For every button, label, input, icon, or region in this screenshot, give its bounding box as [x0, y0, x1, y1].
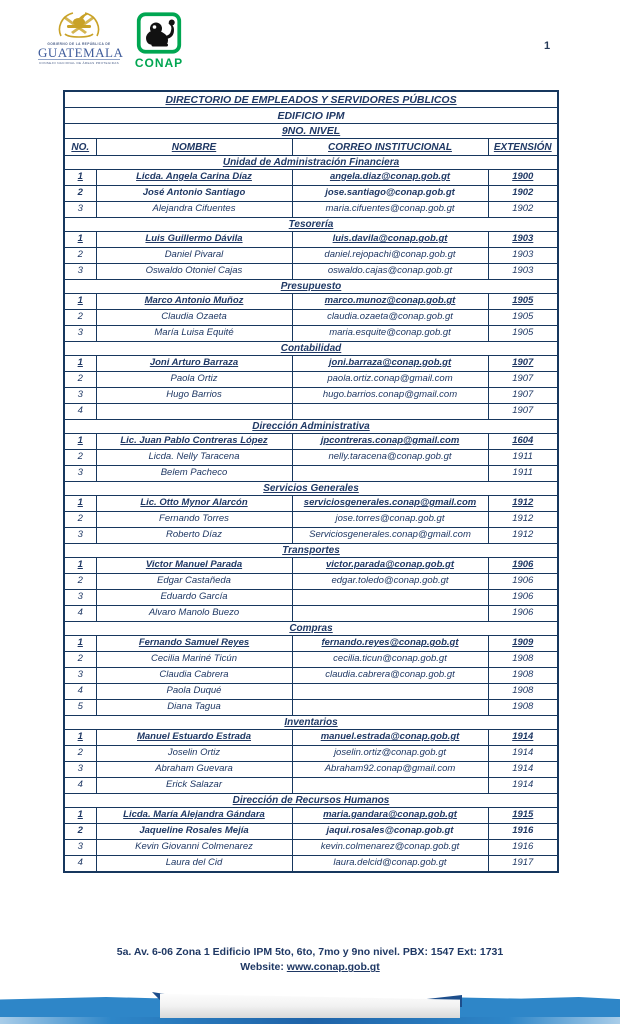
row-no: 1 [64, 232, 96, 248]
page-header [38, 8, 186, 69]
table-row [64, 762, 558, 778]
ribbon-blue-right [455, 997, 620, 1018]
row-extension: 1911 [488, 466, 558, 482]
section-title: Dirección Administrativa [64, 420, 558, 434]
row-no: 2 [64, 186, 96, 202]
row-nombre: Claudia Ozaeta [96, 310, 292, 326]
row-extension: 1902 [488, 186, 558, 202]
guatemala-logo [38, 8, 124, 65]
directory-table [63, 90, 559, 873]
table-row [64, 528, 558, 544]
row-no: 4 [64, 778, 96, 794]
section-header-row [64, 280, 558, 294]
table-title-row [64, 91, 558, 108]
row-extension: 1916 [488, 840, 558, 856]
row-extension: 1912 [488, 528, 558, 544]
row-nombre: Alvaro Manolo Buezo [96, 606, 292, 622]
row-correo[interactable]: luis.davila@conap.gob.gt [292, 232, 488, 248]
row-extension: 1914 [488, 762, 558, 778]
ribbon-white-band [160, 991, 460, 1018]
row-correo[interactable]: serviciosgenerales.conap@gmail.com [292, 496, 488, 512]
table-level: 9NO. NIVEL [64, 124, 558, 139]
row-no: 2 [64, 652, 96, 668]
row-nombre: María Luisa Equité [96, 326, 292, 342]
section-header-row [64, 218, 558, 232]
row-nombre: Oswaldo Otoniel Cajas [96, 264, 292, 280]
row-no: 2 [64, 574, 96, 590]
row-nombre: Hugo Barrios [96, 388, 292, 404]
row-extension: 1906 [488, 574, 558, 590]
table-row [64, 856, 558, 873]
guatemala-logo-name: GUATEMALA [38, 45, 124, 60]
table-row [64, 746, 558, 762]
row-no: 3 [64, 326, 96, 342]
row-correo: hugo.barrios.conap@gmail.com [292, 388, 488, 404]
row-extension: 1903 [488, 248, 558, 264]
column-header-correo: CORREO INSTITUCIONAL [292, 139, 488, 156]
table-row [64, 824, 558, 840]
row-no: 3 [64, 668, 96, 684]
row-no: 3 [64, 840, 96, 856]
table-row [64, 574, 558, 590]
table-row [64, 496, 558, 512]
row-no: 1 [64, 808, 96, 824]
row-correo: daniel.rejopachi@conap.gob.gt [292, 248, 488, 264]
table-row [64, 202, 558, 218]
row-correo[interactable]: jpcontreras.conap@gmail.com [292, 434, 488, 450]
row-nombre: Eduardo García [96, 590, 292, 606]
row-extension: 1905 [488, 294, 558, 310]
row-correo: nelly.taracena@conap.gob.gt [292, 450, 488, 466]
row-extension: 1917 [488, 856, 558, 873]
table-row [64, 372, 558, 388]
row-extension: 1908 [488, 652, 558, 668]
row-nombre: Paola Duqué [96, 684, 292, 700]
row-extension: 1915 [488, 808, 558, 824]
row-no: 2 [64, 512, 96, 528]
row-correo: claudia.ozaeta@conap.gob.gt [292, 310, 488, 326]
row-nombre: Jaqueline Rosales Mejía [96, 824, 292, 840]
column-header-no: NO. [64, 139, 96, 156]
row-extension: 1914 [488, 730, 558, 746]
row-extension: 1905 [488, 310, 558, 326]
row-extension: 1907 [488, 356, 558, 372]
row-correo: oswaldo.cajas@conap.gob.gt [292, 264, 488, 280]
table-row [64, 840, 558, 856]
row-extension: 1907 [488, 404, 558, 420]
row-nombre [96, 404, 292, 420]
row-correo: laura.delcid@conap.gob.gt [292, 856, 488, 873]
section-header-row [64, 420, 558, 434]
row-extension: 1906 [488, 606, 558, 622]
row-no: 1 [64, 170, 96, 186]
row-correo: jose.torres@conap.gob.gt [292, 512, 488, 528]
row-no: 1 [64, 636, 96, 652]
row-extension: 1908 [488, 668, 558, 684]
section-header-row [64, 482, 558, 496]
table-row [64, 778, 558, 794]
table-row [64, 730, 558, 746]
table-row [64, 558, 558, 574]
row-extension: 1911 [488, 450, 558, 466]
table-row [64, 652, 558, 668]
table-row [64, 808, 558, 824]
section-header-row [64, 342, 558, 356]
row-no: 4 [64, 856, 96, 873]
table-title: DIRECTORIO DE EMPLEADOS Y SERVIDORES PÚBLICOS [165, 93, 457, 106]
section-header-row [64, 794, 558, 808]
row-nombre: Edgar Castañeda [96, 574, 292, 590]
footer-address: 5a. Av. 6-06 Zona 1 Edificio IPM 5to, 6to, 7mo y 9no nivel. PBX: 1547 Ext: 1731 [116, 946, 504, 958]
row-nombre: Manuel Estuardo Estrada [96, 730, 292, 746]
row-correo [292, 590, 488, 606]
table-row [64, 186, 558, 202]
row-nombre: Luis Guillermo Dávila [96, 232, 292, 248]
section-header-row [64, 544, 558, 558]
section-title: Dirección de Recursos Humanos [64, 794, 558, 808]
row-correo: maria.esquite@conap.gob.gt [292, 326, 488, 342]
row-no: 2 [64, 248, 96, 264]
table-row [64, 450, 558, 466]
row-nombre: Abraham Guevara [96, 762, 292, 778]
table-row [64, 590, 558, 606]
row-extension: 1912 [488, 512, 558, 528]
row-correo [292, 684, 488, 700]
row-correo [292, 700, 488, 716]
table-row [64, 684, 558, 700]
table-row [64, 388, 558, 404]
row-nombre: Alejandra Cifuentes [96, 202, 292, 218]
guatemala-coat-of-arms-icon [51, 8, 107, 42]
row-no: 2 [64, 824, 96, 840]
row-nombre: Diana Tagua [96, 700, 292, 716]
row-no: 4 [64, 684, 96, 700]
bottom-ribbon-graphic [0, 988, 620, 1024]
table-row [64, 170, 558, 186]
conap-monkey-icon [136, 12, 182, 54]
table-row [64, 294, 558, 310]
row-extension: 1909 [488, 636, 558, 652]
row-no: 3 [64, 590, 96, 606]
row-extension: 1900 [488, 170, 558, 186]
row-correo: jose.santiago@conap.gob.gt [292, 186, 488, 202]
row-extension: 1908 [488, 700, 558, 716]
row-nombre: Lic. Juan Pablo Contreras López [96, 434, 292, 450]
ribbon-bottom-strip [0, 1017, 620, 1024]
row-correo: kevin.colmenarez@conap.gob.gt [292, 840, 488, 856]
row-correo: edgar.toledo@conap.gob.gt [292, 574, 488, 590]
table-row [64, 434, 558, 450]
table-subtitle-row [64, 108, 558, 124]
table-row [64, 248, 558, 264]
row-nombre: Joselin Ortiz [96, 746, 292, 762]
row-correo: jaqui.rosales@conap.gob.gt [292, 824, 488, 840]
row-correo [292, 404, 488, 420]
row-nombre: Erick Salazar [96, 778, 292, 794]
row-correo: claudia.cabrera@conap.gob.gt [292, 668, 488, 684]
table-row [64, 310, 558, 326]
row-correo[interactable]: joni.barraza@conap.gob.gt [292, 356, 488, 372]
row-correo [292, 606, 488, 622]
row-correo: cecilia.ticun@conap.gob.gt [292, 652, 488, 668]
section-header-row [64, 156, 558, 170]
section-title: Presupuesto [64, 280, 558, 294]
row-correo[interactable]: victor.parada@conap.gob.gt [292, 558, 488, 574]
row-extension: 1912 [488, 496, 558, 512]
row-no: 1 [64, 294, 96, 310]
footer-website-link[interactable]: www.conap.gob.gt [286, 961, 380, 974]
row-nombre: Laura del Cid [96, 856, 292, 873]
page-footer [0, 945, 620, 975]
table-row [64, 404, 558, 420]
row-no: 1 [64, 558, 96, 574]
row-nombre: Paola Ortiz [96, 372, 292, 388]
section-title: Compras [64, 622, 558, 636]
section-header-row [64, 622, 558, 636]
row-nombre: Daniel Pivaral [96, 248, 292, 264]
row-nombre: Lic. Otto Mynor Alarcón [96, 496, 292, 512]
table-row [64, 264, 558, 280]
footer-website-line [0, 960, 620, 975]
row-no: 1 [64, 434, 96, 450]
row-no: 4 [64, 404, 96, 420]
table-row [64, 232, 558, 248]
row-no: 1 [64, 730, 96, 746]
conap-logo-name: CONAP [134, 56, 184, 70]
row-nombre: José Antonio Santiago [96, 186, 292, 202]
row-no: 2 [64, 450, 96, 466]
row-no: 4 [64, 606, 96, 622]
row-nombre: Fernando Samuel Reyes [96, 636, 292, 652]
row-extension: 1903 [488, 264, 558, 280]
row-extension: 1902 [488, 202, 558, 218]
row-correo[interactable]: manuel.estrada@conap.gob.gt [292, 730, 488, 746]
row-correo: paola.ortiz.conap@gmail.com [292, 372, 488, 388]
table-column-headers [64, 139, 558, 156]
table-row [64, 668, 558, 684]
guatemala-logo-bottom-text: CONSEJO NACIONAL DE ÁREAS PROTEGIDAS [39, 61, 119, 65]
row-nombre: Joni Arturo Barraza [96, 356, 292, 372]
row-nombre: Roberto Díaz [96, 528, 292, 544]
row-nombre: Fernando Torres [96, 512, 292, 528]
table-row [64, 700, 558, 716]
row-no: 3 [64, 388, 96, 404]
row-extension: 1905 [488, 326, 558, 342]
row-no: 1 [64, 356, 96, 372]
row-extension: 1914 [488, 778, 558, 794]
row-correo: Abraham92.conap@gmail.com [292, 762, 488, 778]
row-correo[interactable]: marco.munoz@conap.gob.gt [292, 294, 488, 310]
row-correo [292, 778, 488, 794]
row-no: 5 [64, 700, 96, 716]
table-subtitle: EDIFICIO IPM [64, 108, 558, 124]
table-level-row [64, 124, 558, 139]
guatemala-logo-top-text: GOBIERNO DE LA REPÚBLICA DE [47, 42, 111, 46]
row-nombre: Licda. Angela Carina Díaz [96, 170, 292, 186]
row-correo [292, 466, 488, 482]
row-correo[interactable]: maria.gandara@conap.gob.gt [292, 808, 488, 824]
row-no: 2 [64, 746, 96, 762]
row-no: 3 [64, 202, 96, 218]
table-row [64, 636, 558, 652]
column-header-extension: EXTENSIÓN [488, 139, 558, 156]
page-number: 1 [544, 40, 551, 52]
row-correo[interactable]: Serviciosgenerales.conap@gmail.com [292, 528, 488, 544]
row-extension: 1906 [488, 590, 558, 606]
row-nombre: Cecilia Mariné Ticún [96, 652, 292, 668]
row-nombre: Claudia Cabrera [96, 668, 292, 684]
row-extension: 1906 [488, 558, 558, 574]
section-title: Contabilidad [64, 342, 558, 356]
row-no: 2 [64, 372, 96, 388]
row-extension: 1916 [488, 824, 558, 840]
row-extension: 1908 [488, 684, 558, 700]
row-correo[interactable]: angela.diaz@conap.gob.gt [292, 170, 488, 186]
row-extension: 1907 [488, 372, 558, 388]
section-title: Tesorería [64, 218, 558, 232]
row-no: 3 [64, 528, 96, 544]
row-no: 3 [64, 264, 96, 280]
section-title: Servicios Generales [64, 482, 558, 496]
table-row [64, 466, 558, 482]
row-nombre: Kevin Giovanni Colmenarez [96, 840, 292, 856]
row-nombre: Licda. Nelly Taracena [96, 450, 292, 466]
section-title: Transportes [64, 544, 558, 558]
row-nombre: Belem Pacheco [96, 466, 292, 482]
section-header-row [64, 716, 558, 730]
row-no: 3 [64, 466, 96, 482]
row-nombre: Victor Manuel Parada [96, 558, 292, 574]
row-extension: 1604 [488, 434, 558, 450]
table-row [64, 512, 558, 528]
row-no: 3 [64, 762, 96, 778]
row-extension: 1903 [488, 232, 558, 248]
row-nombre: Licda. María Alejandra Gándara [96, 808, 292, 824]
row-correo: maria.cifuentes@conap.gob.gt [292, 202, 488, 218]
row-nombre: Marco Antonio Muñoz [96, 294, 292, 310]
column-header-nombre: NOMBRE [96, 139, 292, 156]
row-extension: 1907 [488, 388, 558, 404]
conap-logo [132, 12, 186, 69]
footer-website-label: Website: [240, 961, 284, 974]
row-no: 1 [64, 496, 96, 512]
table-row [64, 326, 558, 342]
table-row [64, 606, 558, 622]
row-correo: joselin.ortiz@conap.gob.gt [292, 746, 488, 762]
section-title: Inventarios [64, 716, 558, 730]
row-extension: 1914 [488, 746, 558, 762]
table-row [64, 356, 558, 372]
section-title: Unidad de Administración Financiera [64, 156, 558, 170]
row-no: 2 [64, 310, 96, 326]
row-correo[interactable]: fernando.reyes@conap.gob.gt [292, 636, 488, 652]
